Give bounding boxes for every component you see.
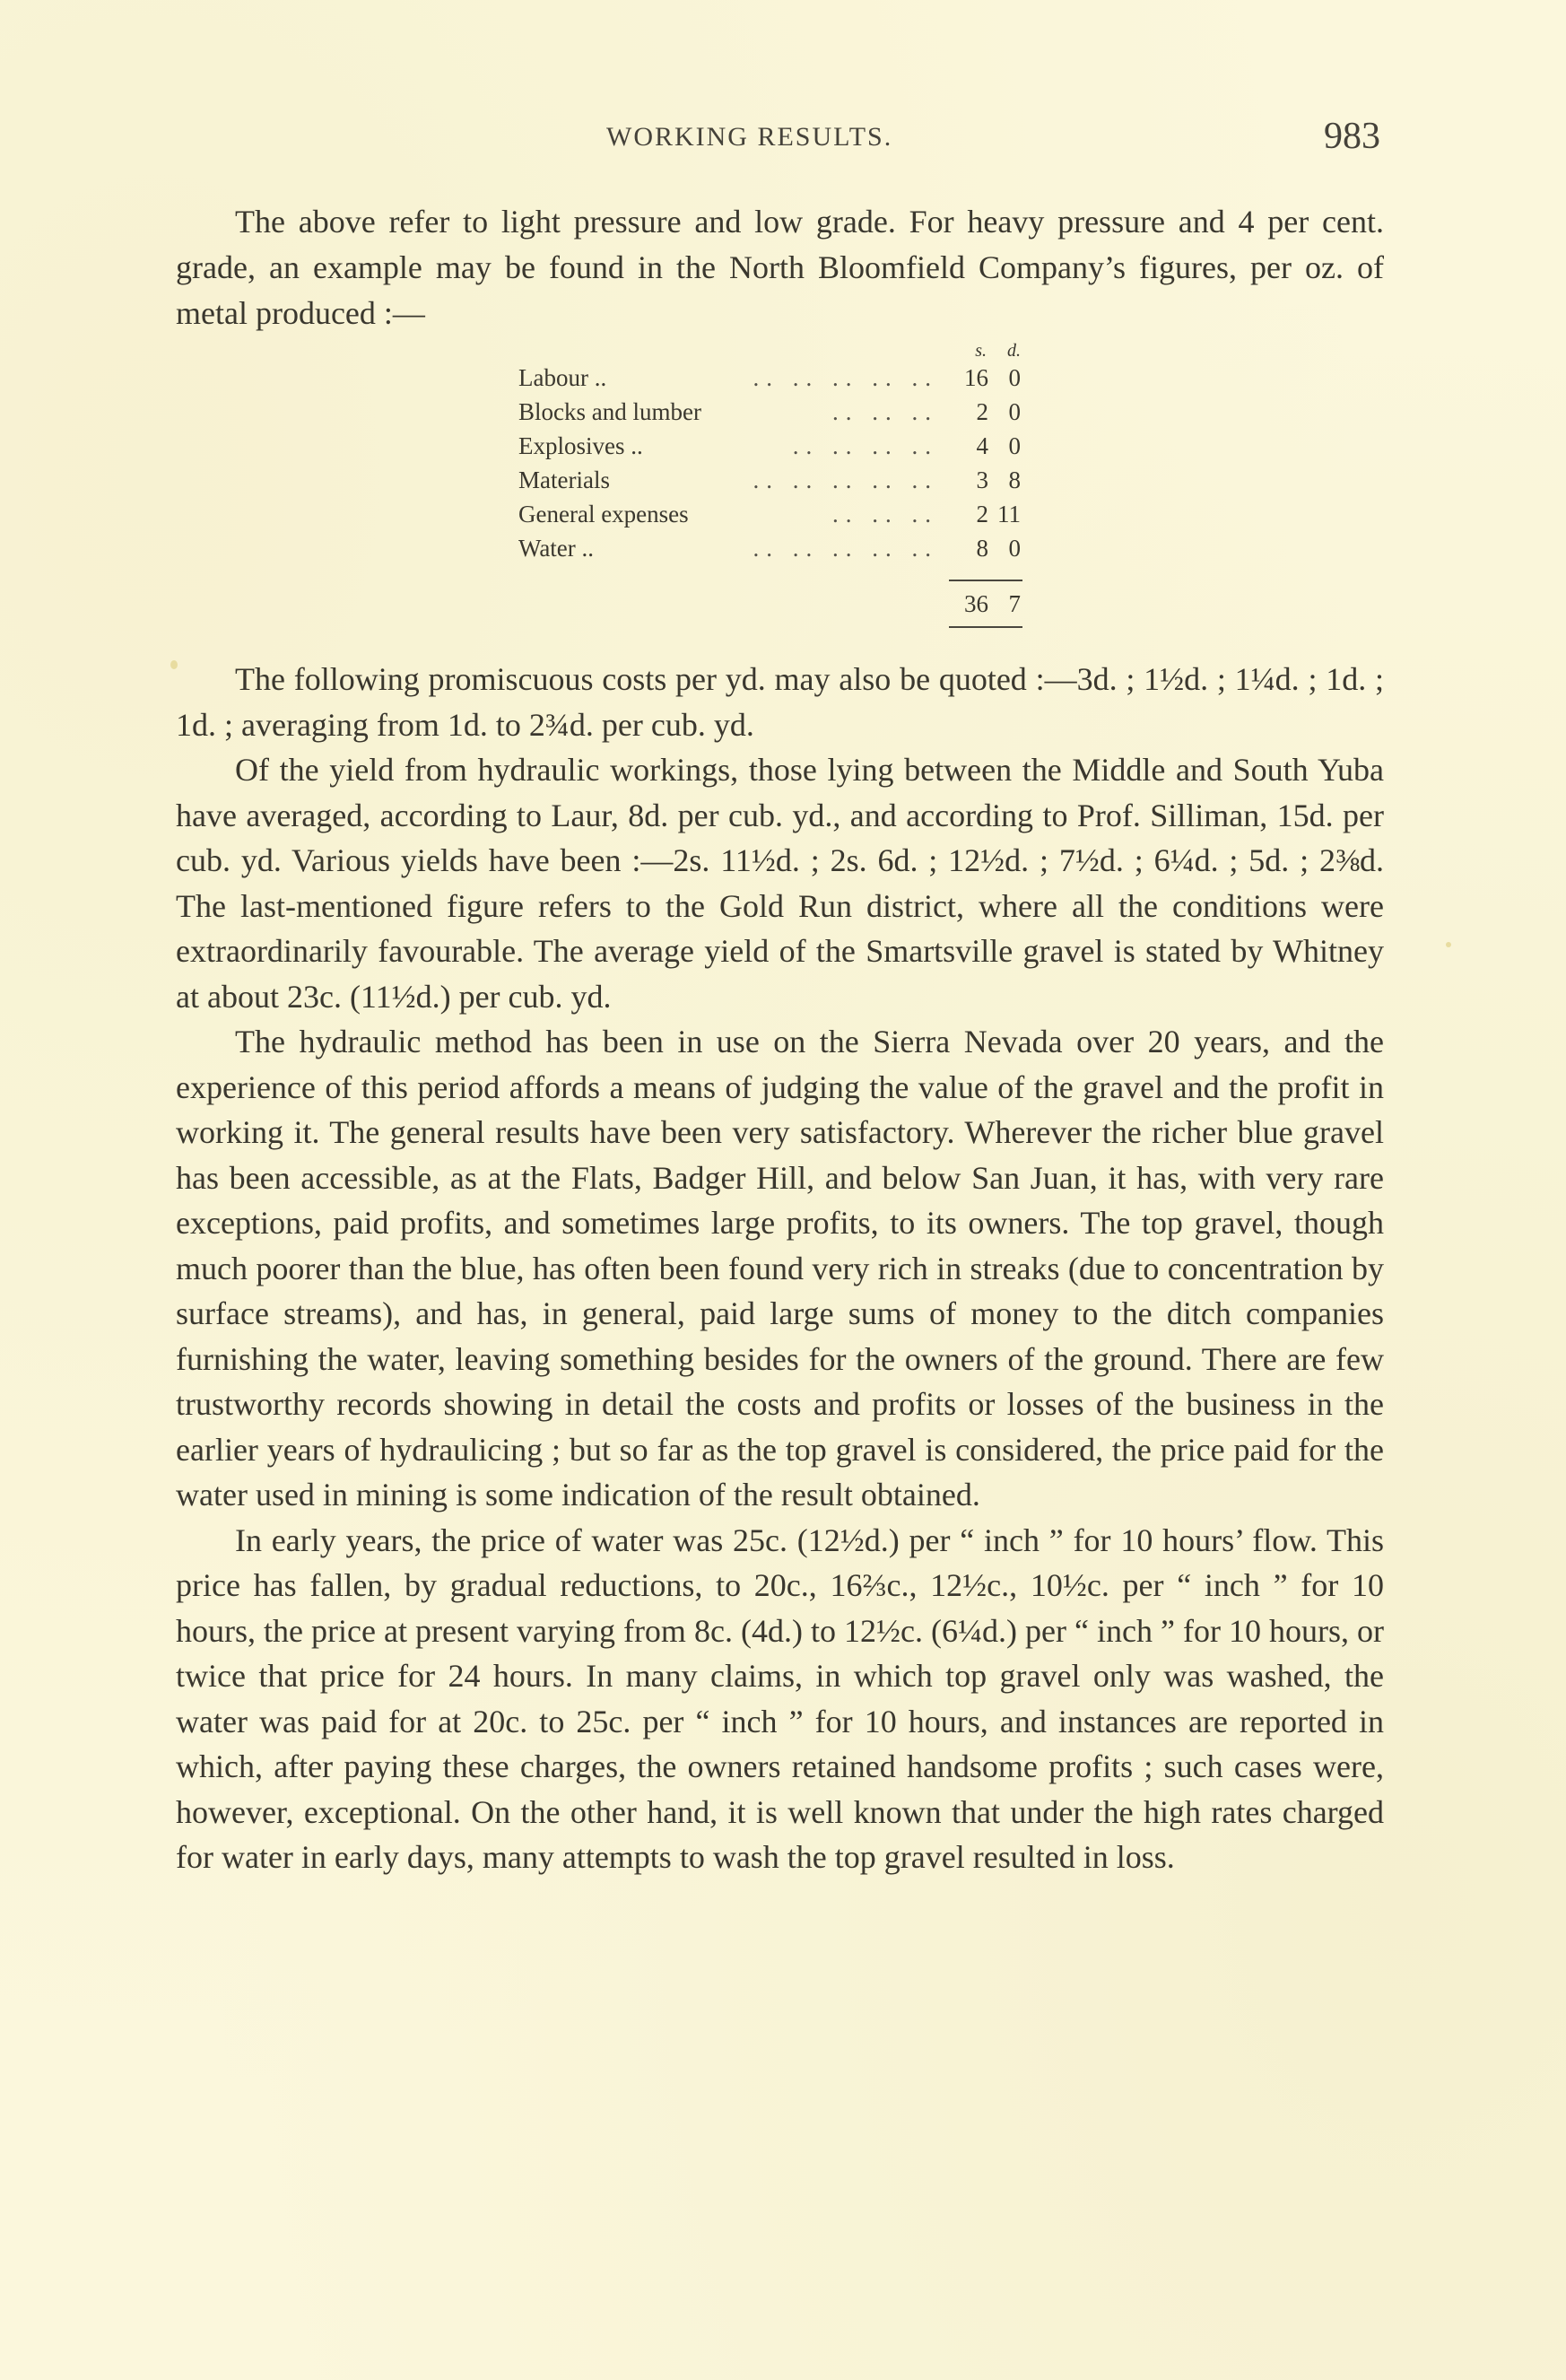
dot-leaders: .. .. .. .. (792, 432, 938, 459)
total-pence: 7 (1008, 590, 1021, 617)
pence-unit-label: d. (1007, 341, 1021, 361)
cost-row-blocks-and-lumber (518, 395, 1039, 429)
body-paragraphs (176, 657, 1384, 1880)
cost-row-labour (518, 361, 1039, 395)
cost-row-general-expenses (518, 497, 1039, 531)
cost-shillings: 8 (976, 535, 988, 562)
cost-item-label: Labour .. (518, 364, 607, 391)
paper-speck (1446, 942, 1451, 947)
cost-pence: 8 (1008, 466, 1021, 493)
cost-item-label: Explosives .. (518, 432, 643, 459)
cost-row-materials (518, 463, 1039, 497)
cost-item-label: Materials (518, 466, 610, 493)
running-title: WORKING RESULTS. (606, 122, 893, 152)
dot-leaders: .. .. .. .. .. (753, 364, 938, 391)
paragraph-hydraulic-method: The hydraulic method has been in use on the Sierra Nevada over 20 years, and the experience of this period affords a means of judging the value of the gravel and the profit in working it. The general results have been very satisfactory. Wherever the richer blue gravel has been accessible, as at the Flats, Badger Hill, and below San Juan, it has, with very rare exceptions, paid profits, and sometimes large profits, to its owners. The top gravel, though much poorer than the blue, has often been found very rich in streaks (due to concentration by surface streams), and has, in general, paid large sums of money to the ditch companies furnishing the water, leaving something besides for the owners of the ground. There are few trustworthy records showing in detail the costs and profits or losses of the business in the earlier years of hydraulicing ; but so far as the top gravel is considered, the price paid for the water used in mining is some indication of the result obtained. (176, 1024, 1384, 1513)
cost-shillings: 2 (976, 501, 988, 527)
cost-pence: 0 (1008, 535, 1021, 562)
dot-leaders: .. .. .. (832, 501, 938, 527)
cost-row-explosives (518, 429, 1039, 463)
intro-paragraph: The above refer to light pressure and low grade. For heavy pressure and 4 per cent. grade, an example may be found in the North Bloomfield Company’s figures, per oz. of metal produced :— (176, 204, 1384, 331)
paragraph-water-prices: In early years, the price of water was 25c. (12½d.) per “ inch ” for 10 hours’ flow. This price has fallen, by gradual reductions, to 20c., 16⅔c., 12½c., 10½c. per “ inch ” for 10 hours, the price at present varying from 8c. (4d.) to 12½c. (6¼d.) per “ inch ” for 10 hours, or twice that price for 24 hours. In many claims, in which top gravel only was washed, the water was paid for at 20c. to 25c. per “ inch ” for 10 hours, and instances are reported in which, after paying these charges, the owners retained handsome profits ; such cases were, however, exceptional. On the other hand, it is well known that under the high rates charged for water in early days, many attempts to wash the top gravel resulted in loss. (176, 1521, 1384, 1875)
total-bottom-rule (949, 626, 1022, 628)
running-head (176, 115, 1384, 160)
total-rule (949, 580, 1022, 581)
dot-leaders: .. .. .. (832, 398, 938, 425)
cost-table-units-header (518, 341, 1039, 361)
page-number: 983 (1324, 116, 1380, 157)
cost-pence: 0 (1008, 364, 1021, 391)
cost-shillings: 4 (976, 432, 988, 459)
cost-pence: 11 (997, 501, 1021, 527)
cost-pence: 0 (1008, 398, 1021, 425)
paragraph-promiscuous-costs: The following promiscuous costs per yd. may also be quoted :—3d. ; 1½d. ; 1¼d. ; 1d. ; 1d. ; averaging from 1d. to 2¾d. per cub. yd. (176, 661, 1384, 743)
cost-total-row (518, 587, 1039, 621)
dot-leaders: .. .. .. .. .. (753, 535, 938, 562)
cost-pence: 0 (1008, 432, 1021, 459)
total-shillings: 36 (964, 590, 988, 617)
shillings-unit-label: s. (975, 341, 987, 361)
cost-row-water (518, 531, 1039, 565)
cost-item-label: Blocks and lumber (518, 398, 701, 425)
cost-shillings: 16 (964, 364, 988, 391)
dot-leaders: .. .. .. .. .. (753, 466, 938, 493)
cost-shillings: 3 (976, 466, 988, 493)
cost-item-label: General expenses (518, 501, 689, 527)
cost-shillings: 2 (976, 398, 988, 425)
paragraph-yield: Of the yield from hydraulic workings, those lying between the Middle and South Yuba have averaged, according to Laur, 8d. per cub. yd., and according to Prof. Silliman, 15d. per cub. yd. Various yields have been :—2s. 11½d. ; 2s. 6d. ; 12½d. ; 7½d. ; 6¼d. ; 5d. ; 2⅜d. The last-mentioned figure refers to the Gold Run district, where all the conditions were extraordinarily favourable. The average yield of the Smartsville gravel is stated by Whitney at about 23c. (11½d.) per cub. yd. (176, 752, 1384, 1015)
intro-paragraph-block (176, 199, 1384, 336)
cost-item-label: Water .. (518, 535, 595, 562)
